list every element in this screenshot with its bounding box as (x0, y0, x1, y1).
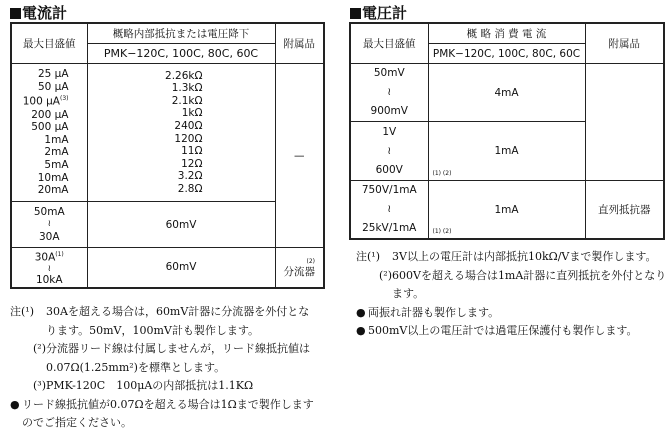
note-line (10, 377, 314, 396)
scale-item (12, 68, 69, 81)
resistance-value: 240Ω (174, 119, 203, 132)
current-cell (428, 122, 585, 181)
note-line (10, 359, 314, 378)
note-text: リード線抵抗値が0.07Ωを超える場合は1Ωまで製作します (22, 397, 314, 411)
note-label: (²) (379, 268, 392, 282)
note-label: ● (356, 305, 366, 319)
scale-value: 2mA (44, 146, 69, 159)
range-from: 50mA (33, 206, 65, 218)
scale-value: 200 μA (31, 108, 69, 121)
voltmeter-notes (356, 248, 666, 341)
note-ref: (2) (306, 258, 315, 266)
scale-value: 50 μA (37, 80, 69, 93)
scale-item (12, 81, 69, 94)
header-models: PMK−120C, 100C, 80C, 60C (87, 44, 275, 64)
range-to: 900mV (370, 105, 408, 117)
scale-item (12, 121, 69, 134)
ammeter-title-text: 電流計 (22, 4, 68, 22)
note-label: 注(¹) (356, 250, 380, 263)
note-label: (³) (33, 379, 46, 392)
note-line (10, 322, 314, 341)
range-tilde: ≀ (47, 219, 51, 229)
note-text: PMK-120C 100μAの内部抵抗は1.1KΩ (46, 379, 254, 392)
scale-item (12, 109, 69, 122)
resistance-value: 120Ω (174, 132, 203, 145)
square-bullet-icon (10, 8, 21, 19)
header-current: 概 略 消 費 電 流 (428, 23, 585, 44)
table-row (350, 181, 664, 240)
scale-value: 20mA (37, 184, 69, 197)
ammeter-table (10, 22, 325, 289)
note-ref: (3) (60, 95, 69, 103)
note-line (10, 303, 314, 322)
note-label: 注(¹) (10, 305, 34, 318)
header-max-scale: 最大目盛値 (11, 23, 87, 64)
voltmeter-title-text: 電圧計 (362, 4, 408, 22)
header-models: PMK−120C, 100C, 80C, 60C (428, 44, 585, 64)
table-row (350, 64, 664, 122)
header-accessory: 附属品 (275, 23, 324, 64)
scale-item (12, 134, 69, 147)
scale-item (12, 159, 69, 172)
range-from: 750V/1mA (361, 184, 417, 196)
note-text: 500mV以上の電圧計では過電圧保護付も製作します。 (368, 324, 638, 337)
note-text: ります。50mV，100mV計も製作します。 (46, 323, 259, 337)
scale-value: 10mA (37, 171, 69, 184)
note-text: ます。 (392, 287, 425, 300)
note-line (356, 304, 666, 323)
note-line (10, 396, 314, 415)
scale-item (12, 172, 69, 185)
scale-item (12, 184, 69, 197)
range-from: 30A (34, 251, 56, 264)
resistance-value: 2.26kΩ (165, 69, 203, 82)
range-to: 30A (38, 231, 60, 243)
current-value: 1mA (494, 145, 519, 157)
note-refs: (1) (2) (432, 228, 452, 235)
resistance-value: 1kΩ (181, 107, 203, 120)
note-refs: (1) (2) (432, 170, 452, 177)
note-line (356, 285, 666, 304)
ammeter-title (10, 2, 67, 23)
note-label: ● (356, 324, 366, 337)
accessory-none: — (275, 64, 324, 248)
square-bullet-icon (350, 8, 361, 19)
range-cell (350, 181, 428, 240)
header-max-scale: 最大目盛値 (350, 23, 428, 64)
header-accessory: 附属品 (585, 23, 664, 64)
range-tilde: ≀ (387, 86, 392, 98)
current-value: 1mA (494, 203, 519, 216)
range-from: 1V (382, 125, 397, 138)
accessory-none (585, 64, 664, 181)
scale-item (12, 93, 69, 108)
scale-value: 1mA (44, 133, 69, 146)
scale-value: 25 μA (37, 68, 69, 81)
note-text: 30Aを超える場合は，60mV計器に分流器を外付とな (46, 305, 310, 318)
resistance-value: 1.3kΩ (171, 82, 203, 95)
resistance-value: 2.8Ω (177, 182, 203, 195)
scale-value: 5mA (44, 158, 69, 171)
note-line (10, 414, 314, 433)
scale-value: 500 μA (31, 121, 69, 134)
accessory-series-resistor: 直列抵抗器 (585, 181, 664, 240)
range-to: 600V (375, 163, 403, 176)
row-value: 60mV (87, 248, 275, 288)
scale-item (12, 146, 69, 159)
accessory-label: 分流器 (283, 266, 315, 279)
range-cell (350, 64, 428, 122)
header-drop: 概略内部抵抗または電圧降下 (87, 23, 275, 44)
scale-value: 100 μA (22, 95, 60, 108)
resistance-value: 3.2Ω (177, 170, 203, 183)
current-cell (428, 181, 585, 240)
note-text: 600Vを超える場合は1mA計器に直列抵抗を外付となり (392, 268, 667, 282)
table-row-range (11, 248, 87, 288)
note-line (356, 248, 666, 267)
range-cell (350, 122, 428, 181)
voltmeter-title (350, 2, 407, 23)
current-cell (428, 64, 585, 122)
current-value: 4mA (494, 86, 519, 99)
note-text: 0.07Ω(1.25mm²)を標準とします。 (46, 360, 226, 374)
voltmeter-table (349, 22, 665, 240)
note-text: 3V以上の電圧計は内部抵抗10kΩ/Vまで製作します。 (392, 250, 657, 263)
note-text: 両振れ計器も製作します。 (368, 305, 500, 319)
ammeter-notes (10, 303, 314, 433)
resistance-value: 2.1kΩ (171, 94, 203, 107)
note-text: 分流器リード線は付属しませんが，リード線抵抗値は (46, 342, 310, 355)
range-to: 10kA (35, 273, 63, 286)
table-row-range (11, 202, 87, 248)
note-ref: (1) (55, 251, 64, 258)
note-label: ● (10, 397, 20, 411)
note-text: のでご指定ください。 (22, 416, 132, 429)
row-value: 60mV (87, 202, 275, 248)
note-line (356, 267, 666, 286)
range-tilde: ≀ (387, 144, 392, 157)
range-tilde: ≀ (387, 203, 392, 215)
range-from: 50mV (373, 67, 405, 79)
note-line (356, 322, 666, 341)
resistance-value: 11Ω (181, 145, 203, 158)
range-tilde: ≀ (47, 263, 51, 274)
value-list (87, 64, 275, 202)
scale-list (11, 64, 87, 202)
accessory-shunt (275, 248, 324, 288)
note-line (10, 340, 314, 359)
range-to: 25kV/1mA (362, 222, 417, 234)
note-label: (²) (33, 342, 46, 355)
resistance-value: 12Ω (181, 157, 203, 170)
